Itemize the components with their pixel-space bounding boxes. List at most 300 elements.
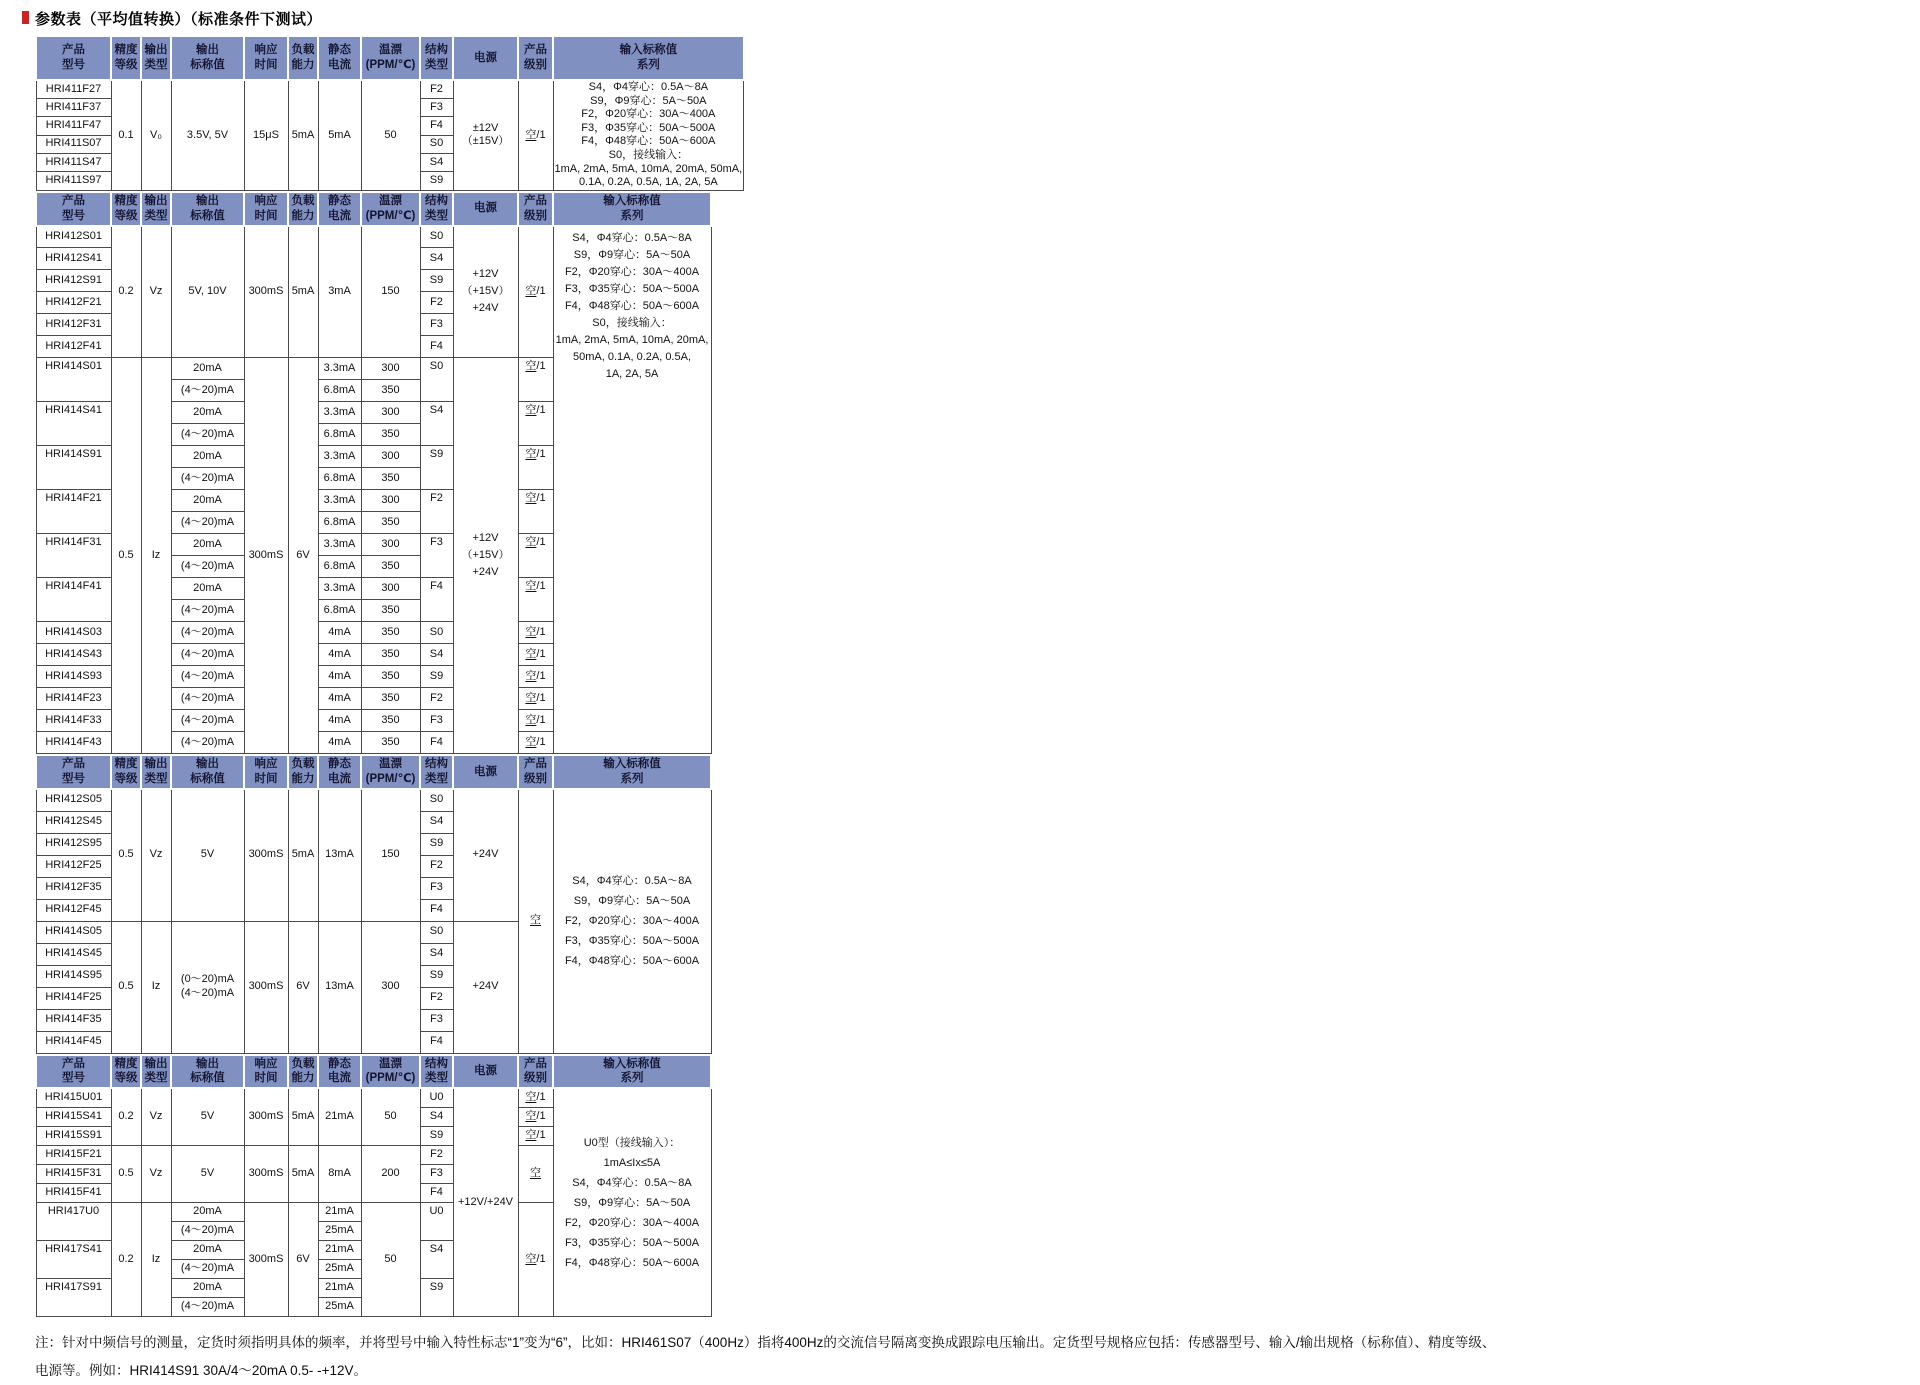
model-cell: HRI412S01 xyxy=(36,226,111,248)
column-header: 输入标称值 系列 xyxy=(553,192,711,226)
table-cell: 300 xyxy=(361,921,420,1053)
column-header: 结构 类型 xyxy=(420,36,453,80)
column-header: 产品 级别 xyxy=(518,1055,553,1089)
table-cell: 20mA xyxy=(171,1202,244,1221)
table-cell: 20mA xyxy=(171,1278,244,1297)
table-cell: 5mA xyxy=(288,1088,318,1145)
table-cell: 5V xyxy=(171,789,244,921)
input-series-cell: U0型（接线输入）： 1mA≤Ix≤5A S4，Φ4穿心：0.5A～8A S9，Φ9穿心：5A～50A F2，Φ20穿心：30A～400A F3，Φ35穿心：50A～500A F4，Φ48穿心：50A～600A xyxy=(553,1088,711,1316)
table-cell: S0 xyxy=(420,622,453,644)
table-cell: F4 xyxy=(420,899,453,921)
table-cell: 5V, 10V xyxy=(171,226,244,358)
model-cell: HRI415S91 xyxy=(36,1126,111,1145)
table-cell: (4～20)mA xyxy=(171,556,244,578)
table-cell: 13mA xyxy=(318,789,361,921)
note-line-1: 注：针对中频信号的测量，定货时须指明具体的频率，并将型号中输入特性标志“1”变为“6”，比如：HRI461S07（400Hz）指将400Hz的交流信号隔离变换成跟踪电压输出。定货型号规格应包括：传感器型号、输入/输出规格（标称值）、精度等级、 xyxy=(35,1334,1496,1350)
table-cell: 20mA xyxy=(171,490,244,512)
model-cell: HRI412F21 xyxy=(36,292,111,314)
table-cell: F3 xyxy=(420,534,453,578)
table-cell: 空/1 xyxy=(518,1126,553,1145)
table-cell: 300 xyxy=(361,578,420,600)
table-cell: 空/1 xyxy=(518,666,553,688)
model-cell: HRI411F37 xyxy=(36,98,111,116)
table-cell: 5mA xyxy=(318,80,361,190)
table-cell: 空 xyxy=(518,1145,553,1202)
table-cell: 空/1 xyxy=(518,1202,553,1316)
column-header: 负载 能力 xyxy=(288,192,318,226)
model-cell: HRI412F35 xyxy=(36,877,111,899)
model-cell: HRI414S03 xyxy=(36,622,111,644)
table-cell: 300 xyxy=(361,358,420,380)
table-cell: F2 xyxy=(420,987,453,1009)
table-cell: S4 xyxy=(420,943,453,965)
table-cell: 6.8mA xyxy=(318,380,361,402)
table-cell: 空/1 xyxy=(518,402,553,446)
table-cell: 300mS xyxy=(244,1145,288,1202)
table-cell: 空/1 xyxy=(518,578,553,622)
table-cell: 0.2 xyxy=(111,1088,141,1145)
table-cell: 空/1 xyxy=(518,1107,553,1126)
table-cell: 300 xyxy=(361,446,420,468)
note-line-2: 电源等。例如：HRI414S91 30A/4～20mA 0.5- -+12V。 xyxy=(35,1362,368,1378)
model-cell: HRI411F27 xyxy=(36,80,111,98)
hri411-table xyxy=(35,35,745,191)
model-cell: HRI411S97 xyxy=(36,172,111,190)
table-cell: Vz xyxy=(141,226,171,358)
table-cell: 空/1 xyxy=(518,710,553,732)
table-cell: F4 xyxy=(420,732,453,754)
table-cell: 50 xyxy=(361,1088,420,1145)
column-header: 产品 型号 xyxy=(36,755,111,789)
input-series-cell: S4，Φ4穿心：0.5A～8A S9，Φ9穿心：5A～50A F2，Φ20穿心：30A～400A F3，Φ35穿心：50A～500A F4，Φ48穿心：50A～600A S0，接线输入： 1mA, 2mA, 5mA, 10mA, 20mA, 50mA, 0.1A, 0.2A, 0.5A, 1A, 2A, 5A xyxy=(553,226,711,754)
table-cell: 300mS xyxy=(244,358,288,754)
table-cell: 50 xyxy=(361,1202,420,1316)
table-cell: S9 xyxy=(420,1126,453,1145)
table-cell: 0.5 xyxy=(111,789,141,921)
parameter-table-2 xyxy=(35,191,1495,754)
table-cell: 4mA xyxy=(318,622,361,644)
table-cell: 3.3mA xyxy=(318,534,361,556)
model-cell: HRI417S91 xyxy=(36,1278,111,1316)
table-cell: S0 xyxy=(420,226,453,248)
column-header: 输入标称值 系列 xyxy=(553,36,744,80)
table-cell: 25mA xyxy=(318,1259,361,1278)
parameter-table-3 xyxy=(35,754,1495,1053)
model-cell: HRI412S05 xyxy=(36,789,111,811)
table-cell: (4～20)mA xyxy=(171,644,244,666)
column-header: 温漂 (PPM/℃) xyxy=(361,192,420,226)
table-cell: F4 xyxy=(420,336,453,358)
table-cell: (4～20)mA xyxy=(171,1259,244,1278)
table-cell: (0～20)mA (4～20)mA xyxy=(171,921,244,1053)
column-header: 负载 能力 xyxy=(288,755,318,789)
table-cell: S4 xyxy=(420,154,453,172)
table-cell: S9 xyxy=(420,270,453,292)
table-cell: 6V xyxy=(288,1202,318,1316)
page-title: 参数表（平均值转换）（标准条件下测试） xyxy=(35,11,323,28)
table-cell: 空/1 xyxy=(518,534,553,578)
table-cell: 300mS xyxy=(244,1202,288,1316)
table-cell: 21mA xyxy=(318,1088,361,1145)
model-cell: HRI414S01 xyxy=(36,358,111,402)
table-cell: (4～20)mA xyxy=(171,380,244,402)
table-cell: 空/1 xyxy=(518,226,553,358)
column-header: 温漂 (PPM/℃) xyxy=(361,1055,420,1089)
table-cell: 350 xyxy=(361,512,420,534)
table-cell: 3mA xyxy=(318,226,361,358)
model-cell: HRI414F23 xyxy=(36,688,111,710)
column-header: 输入标称值 系列 xyxy=(553,755,711,789)
table-cell: 空/1 xyxy=(518,446,553,490)
table-cell: 空/1 xyxy=(518,732,553,754)
table-cell: F2 xyxy=(420,1145,453,1164)
model-cell: HRI414S45 xyxy=(36,943,111,965)
column-header: 静态 电流 xyxy=(318,36,361,80)
model-cell: HRI414F43 xyxy=(36,732,111,754)
hri412x5-hri414x5-table xyxy=(35,754,712,1053)
column-header: 电源 xyxy=(453,755,518,789)
table-cell: F4 xyxy=(420,578,453,622)
table-cell: 3.3mA xyxy=(318,578,361,600)
table-cell: 5mA xyxy=(288,789,318,921)
table-cell: S4 xyxy=(420,811,453,833)
table-cell: S9 xyxy=(420,666,453,688)
table-cell: 3.3mA xyxy=(318,358,361,380)
table-cell: 350 xyxy=(361,688,420,710)
table-cell: S9 xyxy=(420,833,453,855)
table-cell: 6.8mA xyxy=(318,424,361,446)
table-cell: F4 xyxy=(420,1031,453,1053)
table-cell: 350 xyxy=(361,380,420,402)
content-area xyxy=(35,8,1495,1385)
table-cell: 3.3mA xyxy=(318,490,361,512)
model-cell: HRI415F21 xyxy=(36,1145,111,1164)
table-cell: U0 xyxy=(420,1088,453,1107)
table-cell: (4～20)mA xyxy=(171,512,244,534)
model-cell: HRI412S45 xyxy=(36,811,111,833)
table-cell: 空/1 xyxy=(518,688,553,710)
table-cell: Vz xyxy=(141,1088,171,1145)
table-cell: 350 xyxy=(361,644,420,666)
table-cell: 5V xyxy=(171,1145,244,1202)
model-cell: HRI411S07 xyxy=(36,135,111,153)
hri412-hri414-table xyxy=(35,191,712,754)
model-cell: HRI412F45 xyxy=(36,899,111,921)
table-cell: +24V xyxy=(453,921,518,1053)
column-header: 精度 等级 xyxy=(111,192,141,226)
table-cell: 350 xyxy=(361,622,420,644)
table-cell: 3.5V, 5V xyxy=(171,80,244,190)
table-cell: 0.5 xyxy=(111,358,141,754)
table-cell: (4～20)mA xyxy=(171,710,244,732)
table-cell: S0 xyxy=(420,921,453,943)
model-cell: HRI414F41 xyxy=(36,578,111,622)
parameter-table-1 xyxy=(35,35,1495,191)
table-cell: +24V xyxy=(453,789,518,921)
table-cell: S0 xyxy=(420,135,453,153)
column-header: 精度 等级 xyxy=(111,36,141,80)
table-cell: V₀ xyxy=(141,80,171,190)
column-header: 响应 时间 xyxy=(244,36,288,80)
table-cell: 6.8mA xyxy=(318,468,361,490)
table-cell: 21mA xyxy=(318,1240,361,1259)
model-cell: HRI412F41 xyxy=(36,336,111,358)
table-cell: 350 xyxy=(361,556,420,578)
table-cell: Iz xyxy=(141,921,171,1053)
column-header: 输出 标称值 xyxy=(171,192,244,226)
table-cell: (4～20)mA xyxy=(171,424,244,446)
column-header: 精度 等级 xyxy=(111,1055,141,1089)
table-cell: 200 xyxy=(361,1145,420,1202)
model-cell: HRI414F21 xyxy=(36,490,111,534)
table-cell: 空/1 xyxy=(518,622,553,644)
table-cell: 0.2 xyxy=(111,226,141,358)
table-cell: (4～20)mA xyxy=(171,1221,244,1240)
table-cell: 150 xyxy=(361,226,420,358)
table-cell: 300mS xyxy=(244,226,288,358)
column-header: 结构 类型 xyxy=(420,755,453,789)
table-cell: 20mA xyxy=(171,578,244,600)
table-cell: 25mA xyxy=(318,1221,361,1240)
table-cell: F3 xyxy=(420,710,453,732)
column-header: 产品 级别 xyxy=(518,192,553,226)
column-header: 静态 电流 xyxy=(318,755,361,789)
column-header: 静态 电流 xyxy=(318,192,361,226)
table-cell: +12V（+15V） +24V xyxy=(453,226,518,358)
table-cell: 5mA xyxy=(288,80,318,190)
column-header: 静态 电流 xyxy=(318,1055,361,1089)
table-cell: F3 xyxy=(420,98,453,116)
table-cell: S4 xyxy=(420,248,453,270)
table-cell: 300mS xyxy=(244,921,288,1053)
table-cell: 350 xyxy=(361,468,420,490)
table-cell: 6.8mA xyxy=(318,556,361,578)
table-cell: 6V xyxy=(288,358,318,754)
table-cell: 20mA xyxy=(171,358,244,380)
column-header: 输出 类型 xyxy=(141,192,171,226)
model-cell: HRI414S95 xyxy=(36,965,111,987)
table-cell: S4 xyxy=(420,1107,453,1126)
table-cell: U0 xyxy=(420,1202,453,1240)
model-cell: HRI412S41 xyxy=(36,248,111,270)
column-header: 产品 型号 xyxy=(36,36,111,80)
model-cell: HRI414S91 xyxy=(36,446,111,490)
table-cell: 350 xyxy=(361,666,420,688)
column-header: 精度 等级 xyxy=(111,755,141,789)
table-cell: (4～20)mA xyxy=(171,732,244,754)
table-cell: 15μS xyxy=(244,80,288,190)
table-cell: S4 xyxy=(420,402,453,446)
table-cell: 0.5 xyxy=(111,1145,141,1202)
model-cell: HRI412F31 xyxy=(36,314,111,336)
column-header: 输出 标称值 xyxy=(171,755,244,789)
column-header: 负载 能力 xyxy=(288,1055,318,1089)
column-header: 温漂 (PPM/℃) xyxy=(361,36,420,80)
model-cell: HRI417S41 xyxy=(36,1240,111,1278)
model-cell: HRI414S43 xyxy=(36,644,111,666)
table-cell: 4mA xyxy=(318,732,361,754)
model-cell: HRI414F25 xyxy=(36,987,111,1009)
table-cell: 0.2 xyxy=(111,1202,141,1316)
table-cell: (4～20)mA xyxy=(171,666,244,688)
column-header: 响应 时间 xyxy=(244,1055,288,1089)
table-row xyxy=(36,80,744,98)
table-cell: 300 xyxy=(361,534,420,556)
model-cell: HRI414F33 xyxy=(36,710,111,732)
model-cell: HRI414F31 xyxy=(36,534,111,578)
table-cell: F4 xyxy=(420,117,453,135)
input-series-cell: S4，Φ4穿心：0.5A～8A S9，Φ9穿心：5A～50A F2，Φ20穿心：30A～400A F3，Φ35穿心：50A～500A F4，Φ48穿心：50A～600A xyxy=(553,789,711,1053)
hri415-hri417-table xyxy=(35,1054,712,1317)
column-header: 电源 xyxy=(453,36,518,80)
table-row xyxy=(36,789,711,811)
column-header: 输入标称值 系列 xyxy=(553,1055,711,1089)
column-header: 输出 标称值 xyxy=(171,1055,244,1089)
table-cell: S0 xyxy=(420,789,453,811)
table-row xyxy=(36,1088,711,1107)
table-cell: 300 xyxy=(361,402,420,424)
table-cell: +12V/+24V xyxy=(453,1088,518,1316)
table-cell: F3 xyxy=(420,314,453,336)
table-cell: S4 xyxy=(420,1240,453,1278)
model-cell: HRI415F31 xyxy=(36,1164,111,1183)
table-cell: 空/1 xyxy=(518,358,553,402)
table-cell: 300mS xyxy=(244,789,288,921)
table-cell: 4mA xyxy=(318,666,361,688)
table-cell: Vz xyxy=(141,789,171,921)
red-marker xyxy=(22,11,29,24)
table-cell: 空 xyxy=(518,789,553,1053)
table-cell: F3 xyxy=(420,1009,453,1031)
table-cell: S9 xyxy=(420,1278,453,1316)
table-cell: 空/1 xyxy=(518,644,553,666)
table-cell: S9 xyxy=(420,172,453,190)
model-cell: HRI414S41 xyxy=(36,402,111,446)
table-cell: 20mA xyxy=(171,446,244,468)
column-header: 电源 xyxy=(453,1055,518,1089)
column-header: 温漂 (PPM/℃) xyxy=(361,755,420,789)
table-cell: 5mA xyxy=(288,226,318,358)
column-header: 结构 类型 xyxy=(420,1055,453,1089)
column-header: 输出 标称值 xyxy=(171,36,244,80)
table-cell: Vz xyxy=(141,1145,171,1202)
table-cell: 350 xyxy=(361,600,420,622)
model-cell: HRI412F25 xyxy=(36,855,111,877)
table-cell: (4～20)mA xyxy=(171,600,244,622)
table-cell: 20mA xyxy=(171,1240,244,1259)
table-cell: 8mA xyxy=(318,1145,361,1202)
table-cell: 21mA xyxy=(318,1202,361,1221)
table-cell: 4mA xyxy=(318,710,361,732)
table-cell: F2 xyxy=(420,292,453,314)
column-header: 输出 类型 xyxy=(141,755,171,789)
table-cell: 300mS xyxy=(244,1088,288,1145)
table-cell: 21mA xyxy=(318,1278,361,1297)
table-cell: Iz xyxy=(141,1202,171,1316)
table-cell: 300 xyxy=(361,490,420,512)
table-cell: 6.8mA xyxy=(318,600,361,622)
table-cell: 350 xyxy=(361,424,420,446)
model-cell: HRI415S41 xyxy=(36,1107,111,1126)
table-cell: S4 xyxy=(420,644,453,666)
table-cell: (4～20)mA xyxy=(171,468,244,490)
table-row xyxy=(36,226,711,248)
column-header: 结构 类型 xyxy=(420,192,453,226)
table-cell: 350 xyxy=(361,710,420,732)
table-cell: F4 xyxy=(420,1183,453,1202)
column-header: 输出 类型 xyxy=(141,1055,171,1089)
table-cell: F2 xyxy=(420,855,453,877)
table-cell: (4～20)mA xyxy=(171,622,244,644)
table-cell: 150 xyxy=(361,789,420,921)
model-cell: HRI415F41 xyxy=(36,1183,111,1202)
column-header: 负载 能力 xyxy=(288,36,318,80)
table-cell: (4～20)mA xyxy=(171,688,244,710)
table-cell: 4mA xyxy=(318,644,361,666)
column-header: 输出 类型 xyxy=(141,36,171,80)
model-cell: HRI412S91 xyxy=(36,270,111,292)
column-header: 产品 级别 xyxy=(518,755,553,789)
table-cell: ±12V（±15V） xyxy=(453,80,518,190)
input-series-cell: S4，Φ4穿心：0.5A～8A S9，Φ9穿心：5A～50A F2，Φ20穿心：30A～400A F3，Φ35穿心：50A～500A F4，Φ48穿心：50A～600A S0，接线输入： 1mA, 2mA, 5mA, 10mA, 20mA, 50mA, 0.1A, 0.2A, 0.5A, 1A, 2A, 5A xyxy=(553,80,744,190)
table-cell: 0.1 xyxy=(111,80,141,190)
column-header: 电源 xyxy=(453,192,518,226)
table-cell: S9 xyxy=(420,965,453,987)
model-cell: HRI411S47 xyxy=(36,154,111,172)
table-cell: 4mA xyxy=(318,688,361,710)
table-cell: F3 xyxy=(420,1164,453,1183)
table-cell: 13mA xyxy=(318,921,361,1053)
table-cell: 3.3mA xyxy=(318,402,361,424)
table-cell: 0.5 xyxy=(111,921,141,1053)
column-header: 产品 型号 xyxy=(36,1055,111,1089)
table-cell: F2 xyxy=(420,490,453,534)
table-cell: Iz xyxy=(141,358,171,754)
table-cell: +12V（+15V） +24V xyxy=(453,358,518,754)
column-header: 响应 时间 xyxy=(244,755,288,789)
parameter-table-4 xyxy=(35,1054,1495,1317)
footnotes xyxy=(35,1329,1495,1385)
table-cell: S0 xyxy=(420,358,453,402)
model-cell: HRI412S95 xyxy=(36,833,111,855)
table-cell: (4～20)mA xyxy=(171,1297,244,1316)
table-cell: 20mA xyxy=(171,534,244,556)
table-cell: 50 xyxy=(361,80,420,190)
table-cell: S9 xyxy=(420,446,453,490)
model-cell: HRI414F45 xyxy=(36,1031,111,1053)
table-cell: 25mA xyxy=(318,1297,361,1316)
column-header: 响应 时间 xyxy=(244,192,288,226)
table-cell: 5mA xyxy=(288,1145,318,1202)
model-cell: HRI414F35 xyxy=(36,1009,111,1031)
column-header: 产品 级别 xyxy=(518,36,553,80)
column-header: 产品 型号 xyxy=(36,192,111,226)
model-cell: HRI411F47 xyxy=(36,117,111,135)
model-cell: HRI414S05 xyxy=(36,921,111,943)
table-cell: 350 xyxy=(361,732,420,754)
table-cell: 空/1 xyxy=(518,1088,553,1107)
model-cell: HRI417U0 xyxy=(36,1202,111,1240)
table-cell: F3 xyxy=(420,877,453,899)
model-cell: HRI414S93 xyxy=(36,666,111,688)
table-cell: F2 xyxy=(420,688,453,710)
table-cell: 5V xyxy=(171,1088,244,1145)
table-cell: 6V xyxy=(288,921,318,1053)
model-cell: HRI415U01 xyxy=(36,1088,111,1107)
table-cell: 空/1 xyxy=(518,490,553,534)
table-cell: 20mA xyxy=(171,402,244,424)
table-cell: 6.8mA xyxy=(318,512,361,534)
